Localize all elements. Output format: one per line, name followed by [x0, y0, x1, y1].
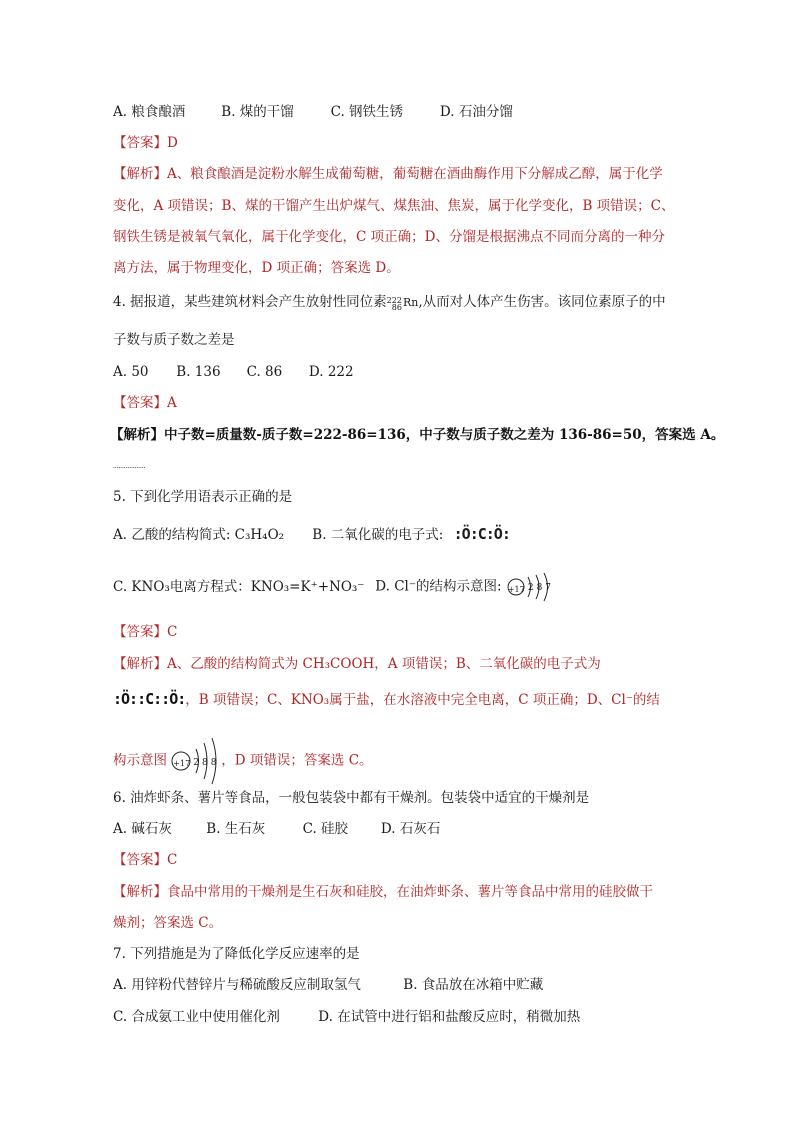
q5-options-ab — [113, 524, 510, 545]
q3-analysis-line: 变化，A 项错误；B、煤的干馏产生出炉煤气、煤焦油、焦炭，属于化学变化，B 项错误；C、 — [113, 198, 675, 214]
isotope-mass-number: 222 — [386, 296, 402, 305]
q3-analysis-line: 离方法，属于物理变化，D 项正确；答案选 D。 — [113, 260, 400, 276]
q4-option-b: B. 136 — [176, 364, 221, 380]
q3-analysis-line: 【解析】A、粮食酿酒是淀粉水解生成葡萄糖，葡萄糖在酒曲酶作用下分解成乙醇，属于化学 — [113, 166, 663, 182]
q3-options — [113, 102, 513, 122]
cl-structure-diagram-correct — [171, 737, 221, 785]
q7-options-ab — [113, 975, 543, 995]
q4-stem-after: ,从而对人体产生伤害。该同位素原子的中 — [418, 294, 666, 310]
q6-options — [113, 819, 440, 839]
q5-option-c: C. KNO₃电离方程式：KNO₃=K⁺+NO₃⁻ — [113, 578, 365, 595]
cl-structure-diagram-wrong — [506, 572, 554, 602]
q3-option-b: B. 煤的干馏 — [221, 104, 294, 120]
q5-option-a: A. 乙酸的结构简式: C₃H₄O₂ — [113, 527, 285, 543]
q6-answer: 【答案】C — [113, 852, 178, 868]
q4-stem-line2: 子数与质子数之差是 — [113, 332, 235, 348]
isotope-atomic-number: 86 — [391, 303, 402, 312]
q4-stem — [113, 292, 666, 313]
q3-answer: 【答案】D — [113, 135, 178, 151]
q5-analysis-text: ，D 项错误；答案选 C。 — [221, 752, 373, 769]
q7-option-d: D. 在试管中进行铝和盐酸反应时，稍微加热 — [318, 1009, 581, 1025]
q6-stem: 6. 油炸虾条、薯片等食品，一般包装袋中都有干燥剂。包装袋中适宜的干燥剂是 — [113, 790, 590, 806]
q6-option-a: A. 碱石灰 — [113, 821, 172, 837]
q7-option-b: B. 食品放在冰箱中贮藏 — [403, 977, 544, 993]
q6-analysis-line: 燥剂；答案选 C。 — [113, 915, 223, 931]
q7-option-a: A. 用锌粉代替锌片与稀硫酸反应制取氢气 — [113, 977, 361, 993]
q5-option-b: B. 二氧化碳的电子式: — [312, 527, 444, 543]
q3-option-d: D. 石油分馏 — [439, 104, 513, 120]
isotope-symbol: Rn — [402, 296, 419, 309]
q4-analysis: 【解析】中子数=质量数-质子数=222-86=136，中子数与质子数之差为 136-86=50，答案选 A。 — [110, 427, 725, 443]
co2-electron-formula-wrong: :Ö:C:Ö: — [453, 525, 510, 543]
q5-answer: 【答案】C — [113, 624, 178, 640]
q4-stem-before: 4. 据报道，某些建筑材料会产生放射性同位素 — [113, 294, 387, 310]
ellipsis-divider: ……………… — [113, 461, 146, 471]
q7-option-c: C. 合成氨工业中使用催化剂 — [113, 1009, 280, 1025]
q3-option-c: C. 钢铁生锈 — [330, 104, 404, 120]
q6-option-b: B. 生石灰 — [206, 821, 266, 837]
radon-isotope-notation — [387, 297, 402, 311]
q5-stem: 5. 下到化学用语表示正确的是 — [113, 489, 293, 505]
q5-analysis-text: ，B 项错误；C、KNO₃属于盐，在水溶液中完全电离，C 项正确；D、Cl⁻的结 — [185, 692, 660, 708]
q7-stem: 7. 下列措施是为了降低化学反应速率的是 — [113, 946, 360, 962]
q4-option-a: A. 50 — [113, 364, 149, 380]
q5-option-d: D. Cl⁻的结构示意图: — [375, 578, 502, 595]
q4-option-c: C. 86 — [246, 364, 283, 380]
q3-option-a: A. 粮食酿酒 — [113, 104, 186, 120]
q5-analysis-line — [113, 689, 660, 710]
shell-electrons: 288 — [193, 758, 220, 768]
q5-analysis-line — [113, 737, 373, 785]
nucleus-charge: +17 — [173, 759, 191, 768]
q6-analysis-line: 【解析】食品中常用的干燥剂是生石灰和硅胶，在油炸虾条、薯片等食品中常用的硅胶做干 — [113, 884, 653, 900]
q4-option-d: D. 222 — [308, 364, 354, 380]
q4-options — [113, 362, 354, 382]
q7-options-cd — [113, 1007, 580, 1027]
co2-electron-formula-correct: :Ö::C::Ö: — [113, 690, 186, 708]
q4-answer: 【答案】A — [113, 395, 177, 411]
shell-electrons: 287 — [527, 583, 555, 593]
nucleus-charge: +17 — [507, 585, 525, 594]
q6-option-d: D. 石灰石 — [380, 821, 441, 837]
q6-option-c: C. 硅胶 — [302, 821, 349, 837]
q5-analysis-text: 构示意图 — [113, 752, 167, 769]
q5-options-cd — [113, 572, 554, 602]
q5-analysis-line: 【解析】A、乙酸的结构简式为 CH₃COOH，A 项错误；B、二氧化碳的电子式为 — [113, 656, 601, 672]
q3-analysis-line: 钢铁生锈是被氧气氧化，属于化学变化，C 项正确；D、分馏是根据沸点不同而分离的一种分 — [113, 229, 665, 245]
